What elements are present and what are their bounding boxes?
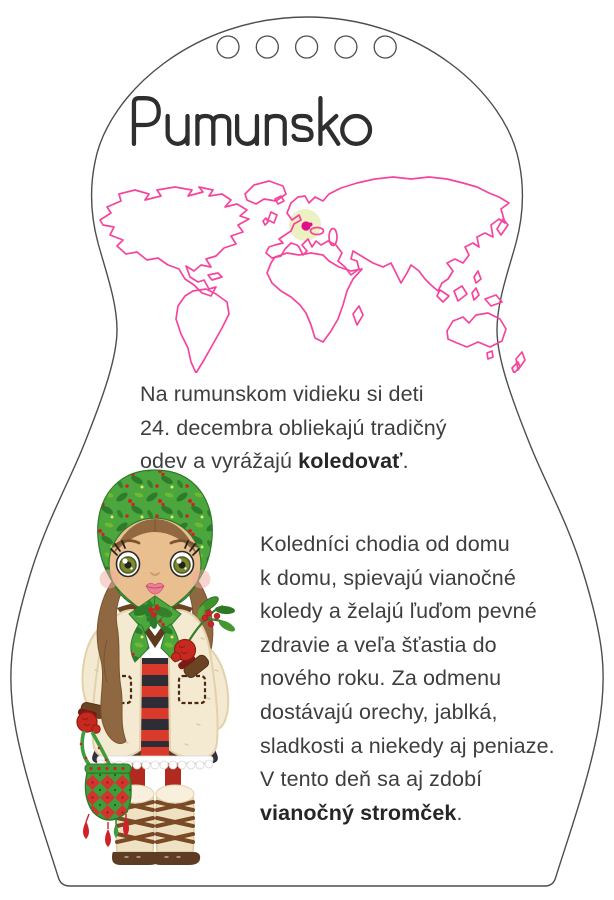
punch-hole	[374, 36, 396, 58]
body-line-5: nového roku. Za odmenu	[260, 666, 502, 691]
punch-hole	[256, 36, 278, 58]
striped-front-panel	[139, 658, 172, 756]
body-paragraph	[260, 528, 590, 830]
boot-sole	[152, 852, 200, 865]
continent-australia	[447, 313, 506, 347]
island-madagascar	[353, 306, 363, 325]
island-britain	[268, 212, 277, 223]
intro-line-1: Na rumunskom vidieku si deti	[140, 382, 424, 406]
page-title	[126, 92, 374, 157]
island-sulawesi	[472, 288, 479, 300]
blush-right	[192, 570, 211, 589]
island-greenland	[245, 181, 286, 204]
island-new-zealand	[512, 352, 525, 373]
world-map	[95, 163, 528, 373]
intro-bold-term: koledovať	[298, 449, 403, 474]
punch-hole	[335, 36, 357, 58]
island-borneo	[454, 286, 467, 301]
island-new-guinea	[485, 295, 502, 306]
island-cuba	[208, 273, 222, 280]
island-sumatra	[437, 290, 449, 302]
blush-left	[100, 570, 119, 589]
island-tasmania	[487, 351, 493, 359]
intro-period: .	[402, 449, 409, 474]
body-line-6: dostávajú orechy, jablká,	[260, 699, 498, 724]
island-japan	[497, 219, 508, 235]
page-title-wordmark	[126, 92, 374, 152]
body-line-7: sladkosti a niekedy aj peniaze.	[260, 733, 555, 758]
body-bold-term: vianočný stromček	[260, 800, 457, 825]
body-line-4: zdravie a veľa šťastia do	[260, 632, 497, 657]
body-period: .	[456, 800, 463, 825]
island-ireland	[263, 218, 268, 225]
romania-marker-blob	[309, 223, 313, 227]
island-iceland	[275, 196, 284, 204]
continent-south-america	[176, 289, 229, 373]
girl-illustration	[55, 460, 255, 880]
body-line-2: k domu, spievajú vianočné	[260, 565, 516, 590]
continent-north-america	[100, 187, 249, 296]
punch-hole	[217, 36, 239, 58]
intro-line-3: odev a vyrážajú	[140, 449, 299, 474]
body-line-8: V tento deň sa aj zdobí	[260, 767, 483, 792]
body-line-3: koledy a želajú ľuďom pevné	[260, 599, 537, 624]
intro-line-2: 24. decembra obliekajú tradičný	[140, 415, 447, 440]
island-philippines	[474, 271, 481, 283]
body-line-1: Koledníci chodia od domu	[260, 532, 510, 556]
continent-africa	[267, 253, 362, 342]
punch-hole	[296, 36, 318, 58]
